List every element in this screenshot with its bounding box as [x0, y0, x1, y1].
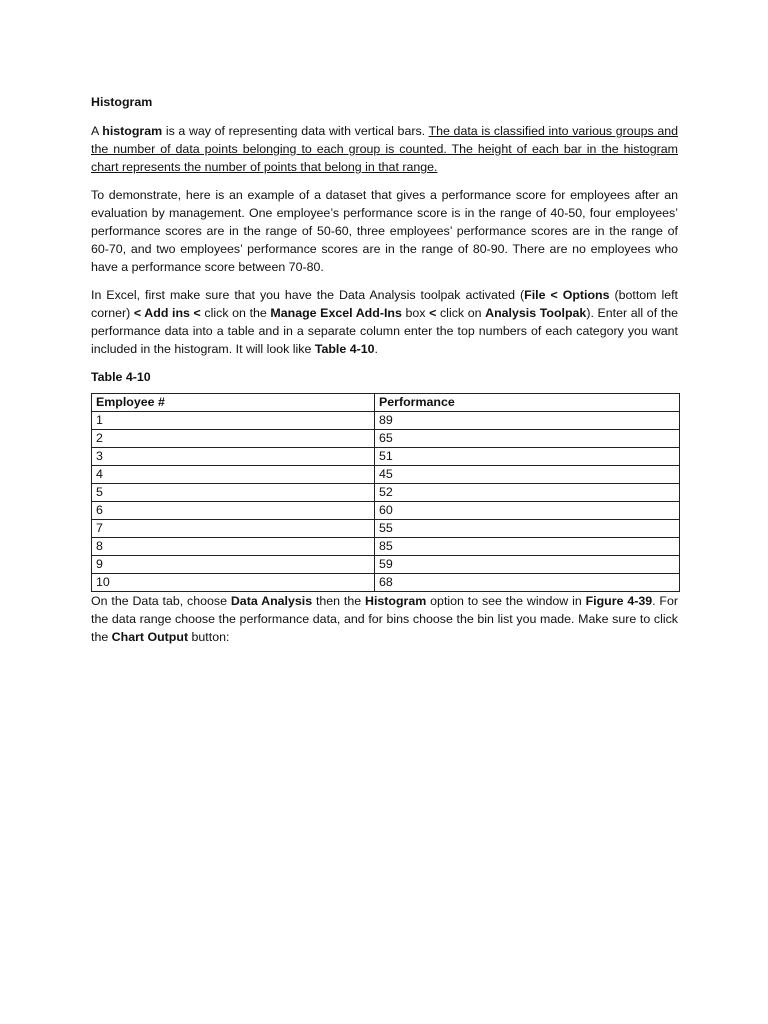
p4-t2: then the	[312, 594, 366, 608]
p3-t3: click on the	[200, 306, 271, 320]
section-heading: Histogram	[91, 95, 153, 109]
p3-t4: box	[401, 306, 430, 320]
cell-employee: 1	[92, 412, 375, 430]
cell-performance: 59	[375, 556, 680, 574]
p3-b6: Table 4-10	[314, 342, 375, 356]
p4-t1: On the Data tab, choose	[91, 594, 231, 608]
p3-b5: Analysis Toolpak	[485, 306, 587, 320]
p3-t2: (bottom left corner)	[91, 288, 679, 320]
cell-employee: 5	[92, 484, 375, 502]
p3-t6: ). Enter all of the performance data into a table and in a separate column enter the top numbers of each category you want included in the histogram. It will look like	[91, 306, 678, 356]
document-page	[91, 93, 678, 656]
p4-b1: Data Analysis	[230, 594, 313, 608]
performance-table	[91, 393, 680, 592]
p4-b2: Histogram	[365, 594, 427, 608]
table-row	[92, 448, 680, 466]
table-row	[92, 412, 680, 430]
p4-t4: . For the data range choose the performance data, and for bins choose the bin list you made. Make sure to click the	[91, 594, 679, 644]
cell-performance: 51	[375, 448, 680, 466]
p3-t5: click on	[436, 306, 486, 320]
p4-b4: Chart Output	[111, 630, 189, 644]
table-row	[92, 574, 680, 592]
p3-b3: Manage Excel Add-Ins	[270, 306, 402, 320]
p1-lead: A	[91, 124, 103, 138]
p1-term: histogram	[102, 124, 163, 138]
cell-employee: 4	[92, 466, 375, 484]
cell-employee: 2	[92, 430, 375, 448]
cell-employee: 7	[92, 520, 375, 538]
cell-employee: 3	[92, 448, 375, 466]
table-row	[92, 502, 680, 520]
p3-t1: In Excel, first make sure that you have the Data Analysis toolpak activated (	[91, 288, 525, 302]
table-row	[92, 556, 680, 574]
header-performance: Performance	[375, 394, 680, 412]
table-row	[92, 430, 680, 448]
cell-employee: 8	[92, 538, 375, 556]
data-analysis-instructions-paragraph	[91, 592, 678, 646]
table-row	[92, 520, 680, 538]
p3-b2: < Add ins <	[133, 306, 201, 320]
header-employee: Employee #	[92, 394, 375, 412]
cell-performance: 60	[375, 502, 680, 520]
cell-employee: 9	[92, 556, 375, 574]
dataset-description-paragraph: To demonstrate, here is an example of a dataset that gives a performance score for employees after an evaluation by management. One employee’s performance score is in the range of 40-50, four employees’ performance scores are in the range of 50-60, three employees’ performance scores are in the range of 60-70, and two employees’ performance scores are in the range of 80-90. There are no employees who have a performance score between 70-80.	[91, 188, 678, 274]
p1-underlined: The data is classified into various groups and the number of data points belonging to each group is counted. The height of each bar in the histogram chart represents the number of points that belong in that range.	[91, 124, 679, 174]
cell-performance: 89	[375, 412, 680, 430]
p3-t7: .	[374, 342, 378, 356]
p3-b4: <	[429, 306, 437, 320]
p4-t5: button:	[188, 630, 230, 644]
cell-performance: 52	[375, 484, 680, 502]
table-row	[92, 538, 680, 556]
cell-performance: 68	[375, 574, 680, 592]
p4-t3: option to see the window in	[426, 594, 586, 608]
cell-performance: 55	[375, 520, 680, 538]
cell-employee: 6	[92, 502, 375, 520]
cell-performance: 45	[375, 466, 680, 484]
cell-performance: 65	[375, 430, 680, 448]
table-caption: Table 4-10	[91, 370, 151, 384]
table-row	[92, 466, 680, 484]
p3-b1: File < Options	[524, 288, 610, 302]
excel-instructions-paragraph	[91, 286, 678, 358]
p4-b3: Figure 4-39	[585, 594, 653, 608]
cell-employee: 10	[92, 574, 375, 592]
table-row	[92, 484, 680, 502]
histogram-definition-paragraph	[91, 122, 678, 176]
table-header-row	[92, 394, 680, 412]
p1-mid: is a way of representing data with vertical bars.	[162, 124, 429, 138]
cell-performance: 85	[375, 538, 680, 556]
